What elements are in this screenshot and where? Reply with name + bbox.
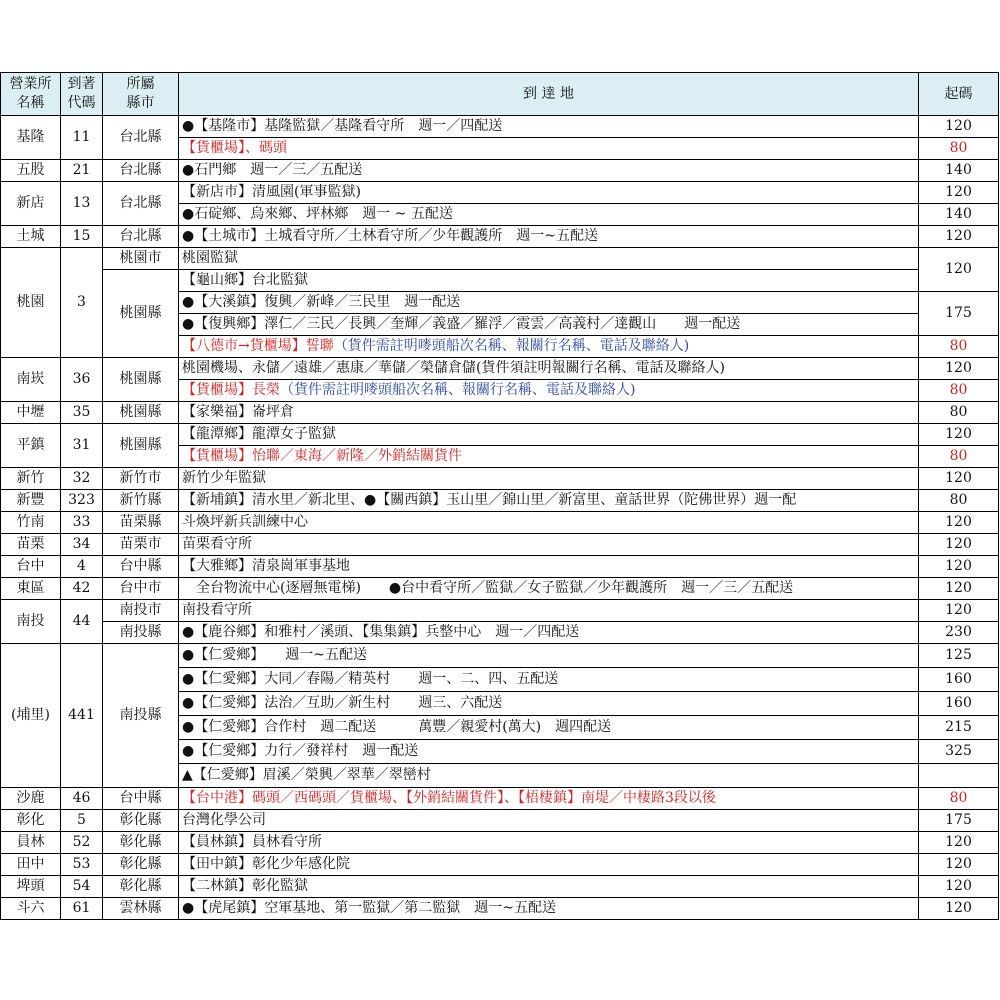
destination-cell <box>179 534 919 556</box>
header-county: 所屬 縣市 <box>103 73 179 116</box>
office-cell: 竹南 <box>1 512 61 534</box>
charge-cell: 120 <box>919 578 999 600</box>
code-cell: 323 <box>61 490 103 512</box>
office-cell: 平鎮 <box>1 424 61 468</box>
destination-text: 【大雅鄉】清泉崗軍事基地 <box>182 558 350 574</box>
county-cell: 新竹市 <box>103 468 179 490</box>
destination-text: 【二林鎮】彰化監獄 <box>182 878 308 894</box>
table-row <box>1 424 999 446</box>
county-cell: 新竹縣 <box>103 490 179 512</box>
destination-cell <box>179 182 919 204</box>
table-row <box>1 810 999 832</box>
destination-cell <box>179 402 919 424</box>
county-cell: 苗栗市 <box>103 534 179 556</box>
code-cell: 61 <box>61 898 103 920</box>
destination-text: 【貨櫃場】怡聯／東海／新隆／外銷結關貨件 <box>182 448 462 464</box>
charge-cell: 175 <box>919 810 999 832</box>
county-cell: 台北縣 <box>103 160 179 182</box>
code-cell: 52 <box>61 832 103 854</box>
office-cell: 台中 <box>1 556 61 578</box>
charge-cell: 120 <box>919 226 999 248</box>
charge-cell: 125 <box>919 644 999 668</box>
destination-text: 【貨櫃場】、碼頭 <box>182 140 287 156</box>
destination-cell <box>179 424 919 446</box>
table-row <box>1 160 999 182</box>
table-row <box>1 854 999 876</box>
office-cell: 桃園 <box>1 248 61 358</box>
charge-cell: 120 <box>919 556 999 578</box>
code-cell: 53 <box>61 854 103 876</box>
county-cell: 桃園市 <box>103 248 179 270</box>
charge-cell: 120 <box>919 534 999 556</box>
charge-cell: 230 <box>919 622 999 644</box>
county-cell: 台中市 <box>103 578 179 600</box>
destination-text: 【田中鎮】彰化少年感化院 <box>182 856 350 872</box>
charge-cell: 80 <box>919 336 999 358</box>
table-row <box>1 644 999 668</box>
code-cell: 31 <box>61 424 103 468</box>
destination-text: ●【基隆市】基隆監獄／基隆看守所 週一／四配送 <box>182 118 503 134</box>
charge-cell: 80 <box>919 490 999 512</box>
table-row <box>1 468 999 490</box>
table-row <box>1 556 999 578</box>
office-cell: 沙鹿 <box>1 788 61 810</box>
charge-cell: 80 <box>919 446 999 468</box>
destination-cell: ●【仁愛鄉】 週一~五配送 <box>179 644 919 668</box>
header-destination: 到 達 地 <box>179 73 919 116</box>
table-row <box>1 402 999 424</box>
office-cell: (埔里) <box>1 644 61 788</box>
county-cell: 台中縣 <box>103 788 179 810</box>
charge-cell: 80 <box>919 380 999 402</box>
county-cell: 桃園縣 <box>103 424 179 468</box>
destination-text: 新竹少年監獄 <box>182 470 266 486</box>
table-row <box>1 832 999 854</box>
charge-cell: 140 <box>919 204 999 226</box>
table-row <box>1 622 999 644</box>
destination-text: （貨件需註明嘜頭船次名稱、報關行名稱、電話及聯絡人) <box>280 382 636 398</box>
destination-cell <box>179 380 919 402</box>
destination-cell <box>179 336 919 358</box>
destination-cell <box>179 490 919 512</box>
charge-cell: 120 <box>919 832 999 854</box>
office-cell: 南投 <box>1 600 61 644</box>
table-row <box>1 788 999 810</box>
code-cell: 34 <box>61 534 103 556</box>
header-charge: 起碼 <box>919 73 999 116</box>
county-cell: 彰化縣 <box>103 832 179 854</box>
office-cell: 埤頭 <box>1 876 61 898</box>
code-cell: 13 <box>61 182 103 226</box>
county-cell: 桃園縣 <box>103 270 179 358</box>
charge-cell: 120 <box>919 116 999 138</box>
charge-cell: 160 <box>919 668 999 692</box>
charge-cell: 120 <box>919 898 999 920</box>
destination-cell: ●【復興鄉】澤仁／三民／長興／奎輝／義盛／羅浮／霞雲／高義村／達觀山 週一配送 <box>179 314 919 336</box>
table-row <box>1 876 999 898</box>
charge-cell: 120 <box>919 600 999 622</box>
destination-text: ●【虎尾鎮】空軍基地、第一監獄／第二監獄 週一~五配送 <box>182 900 556 916</box>
county-cell: 苗栗縣 <box>103 512 179 534</box>
destination-cell: ●【大溪鎮】復興／新峰／三民里 週一配送 <box>179 292 919 314</box>
county-cell: 台北縣 <box>103 116 179 160</box>
destination-cell <box>179 854 919 876</box>
destination-cell <box>179 226 919 248</box>
destination-text: 桃園機場、永儲／遠雄／惠康／華儲／榮儲倉儲(貨件須註明報關行名稱、電話及聯絡人) <box>182 360 725 376</box>
charge-cell: 120 <box>919 358 999 380</box>
destination-text: 全台物流中心(逐層無電梯) ●台中看守所／監獄／女子監獄／少年觀護所 週一／三／五配送 <box>182 580 794 596</box>
code-cell: 11 <box>61 116 103 160</box>
code-cell: 21 <box>61 160 103 182</box>
destination-cell <box>179 358 919 380</box>
table-row <box>1 898 999 920</box>
office-cell: 斗六 <box>1 898 61 920</box>
delivery-table <box>0 72 999 920</box>
code-cell: 42 <box>61 578 103 600</box>
destination-cell <box>179 160 919 182</box>
office-cell: 田中 <box>1 854 61 876</box>
destination-text: 【八德市→貨櫃場】誓聯 <box>182 338 334 354</box>
table-row <box>1 116 999 138</box>
office-cell: 五股 <box>1 160 61 182</box>
header-code: 到著 代碼 <box>61 73 103 116</box>
charge-cell: 80 <box>919 788 999 810</box>
office-cell: 新店 <box>1 182 61 226</box>
code-cell: 36 <box>61 358 103 402</box>
county-cell: 南投市 <box>103 600 179 622</box>
office-cell: 基隆 <box>1 116 61 160</box>
table-row <box>1 182 999 204</box>
county-cell: 彰化縣 <box>103 876 179 898</box>
destination-text: 【家樂福】崙坪倉 <box>182 404 294 420</box>
charge-cell: 140 <box>919 160 999 182</box>
table-row <box>1 578 999 600</box>
charge-cell: 120 <box>919 468 999 490</box>
county-cell: 台北縣 <box>103 226 179 248</box>
table-row <box>1 358 999 380</box>
office-cell: 員林 <box>1 832 61 854</box>
table-row <box>1 512 999 534</box>
destination-cell <box>179 788 919 810</box>
destination-cell <box>179 832 919 854</box>
destination-text: 台灣化學公司 <box>182 812 266 828</box>
header-row <box>1 73 999 116</box>
destination-cell <box>179 116 919 138</box>
code-cell: 54 <box>61 876 103 898</box>
destination-cell <box>179 468 919 490</box>
county-cell: 彰化縣 <box>103 810 179 832</box>
charge-cell: 120 <box>919 512 999 534</box>
code-cell: 35 <box>61 402 103 424</box>
destination-text: 【員林鎮】員林看守所 <box>182 834 322 850</box>
charge-cell: 215 <box>919 716 999 740</box>
destination-cell <box>179 556 919 578</box>
office-cell: 苗栗 <box>1 534 61 556</box>
office-cell: 土城 <box>1 226 61 248</box>
county-cell: 彰化縣 <box>103 854 179 876</box>
destination-cell <box>179 898 919 920</box>
county-cell: 南投縣 <box>103 644 179 788</box>
county-cell: 桃園縣 <box>103 402 179 424</box>
destination-cell <box>179 138 919 160</box>
destination-cell <box>179 876 919 898</box>
destination-text: ●石碇鄉、烏來鄉、坪林鄉 週一 ~ 五配送 <box>182 206 453 222</box>
destination-text: 苗栗看守所 <box>182 536 252 552</box>
charge-cell: 325 <box>919 740 999 764</box>
charge-cell <box>919 764 999 788</box>
charge-cell: 120 <box>919 876 999 898</box>
table-row <box>1 534 999 556</box>
destination-cell <box>179 810 919 832</box>
destination-cell <box>179 578 919 600</box>
charge-cell: 80 <box>919 402 999 424</box>
charge-cell: 120 <box>919 182 999 204</box>
destination-text: ●石門鄉 週一／三／五配送 <box>182 162 363 178</box>
code-cell: 44 <box>61 600 103 644</box>
table-row <box>1 600 999 622</box>
county-cell: 台中縣 <box>103 556 179 578</box>
county-cell: 台北縣 <box>103 182 179 226</box>
destination-cell: ●【仁愛鄉】法治／互助／新生村 週三、六配送 <box>179 692 919 716</box>
table-row <box>1 248 999 270</box>
office-cell: 中壢 <box>1 402 61 424</box>
code-cell: 46 <box>61 788 103 810</box>
header-office: 營業所 名稱 <box>1 73 61 116</box>
destination-cell: ●【仁愛鄉】大同／春陽／精英村 週一、二、四、五配送 <box>179 668 919 692</box>
code-cell: 5 <box>61 810 103 832</box>
destination-cell <box>179 204 919 226</box>
charge-cell: 120 <box>919 248 999 292</box>
county-cell: 雲林縣 <box>103 898 179 920</box>
code-cell: 15 <box>61 226 103 248</box>
code-cell: 441 <box>61 644 103 788</box>
charge-cell: 80 <box>919 138 999 160</box>
destination-cell: ●【仁愛鄉】合作村 週二配送 萬豐／親愛村(萬大) 週四配送 <box>179 716 919 740</box>
table-row <box>1 270 999 292</box>
destination-text: 【龍潭鄉】龍潭女子監獄 <box>182 426 336 442</box>
charge-cell: 175 <box>919 292 999 336</box>
office-cell: 新竹 <box>1 468 61 490</box>
charge-cell: 120 <box>919 424 999 446</box>
destination-text: 斗煥坪新兵訓練中心 <box>182 514 308 530</box>
destination-text: 【新埔鎮】清水里／新北里、●【關西鎮】玉山里／錦山里／新富里、童話世界（陀佛世界）週一配 <box>182 492 797 508</box>
destination-cell: ●【仁愛鄉】力行／發祥村 週一配送 <box>179 740 919 764</box>
destination-cell <box>179 446 919 468</box>
charge-cell: 120 <box>919 854 999 876</box>
code-cell: 3 <box>61 248 103 358</box>
office-cell: 東區 <box>1 578 61 600</box>
table-row <box>1 490 999 512</box>
code-cell: 4 <box>61 556 103 578</box>
office-cell: 南崁 <box>1 358 61 402</box>
destination-cell: ●【鹿谷鄉】和雅村／溪頭、【集集鎮】兵整中心 週一／四配送 <box>179 622 919 644</box>
table-row <box>1 226 999 248</box>
charge-cell: 160 <box>919 692 999 716</box>
office-cell: 新豐 <box>1 490 61 512</box>
destination-cell: ▲【仁愛鄉】眉溪／榮興／翠華／翠巒村 <box>179 764 919 788</box>
destination-cell <box>179 512 919 534</box>
destination-text: 【貨櫃場】長榮 <box>182 382 280 398</box>
county-cell: 桃園縣 <box>103 358 179 402</box>
code-cell: 33 <box>61 512 103 534</box>
destination-cell: 【龜山鄉】台北監獄 <box>179 270 919 292</box>
code-cell: 32 <box>61 468 103 490</box>
destination-cell: 桃園監獄 <box>179 248 919 270</box>
destination-text: 【台中港】碼頭／西碼頭／貨櫃場、【外銷結關貨件】、【梧棲鎮】南堤／中棲路3段以後 <box>182 790 716 806</box>
county-cell: 南投縣 <box>103 622 179 644</box>
destination-text: ●【土城市】土城看守所／土林看守所／少年觀護所 週一~五配送 <box>182 228 598 244</box>
destination-text: 【新店市】清風園(軍事監獄) <box>182 184 361 200</box>
destination-text: （貨件需註明嘜頭船次名稱、報關行名稱、電話及聯絡人) <box>333 338 690 354</box>
destination-cell: 南投看守所 <box>179 600 919 622</box>
office-cell: 彰化 <box>1 810 61 832</box>
